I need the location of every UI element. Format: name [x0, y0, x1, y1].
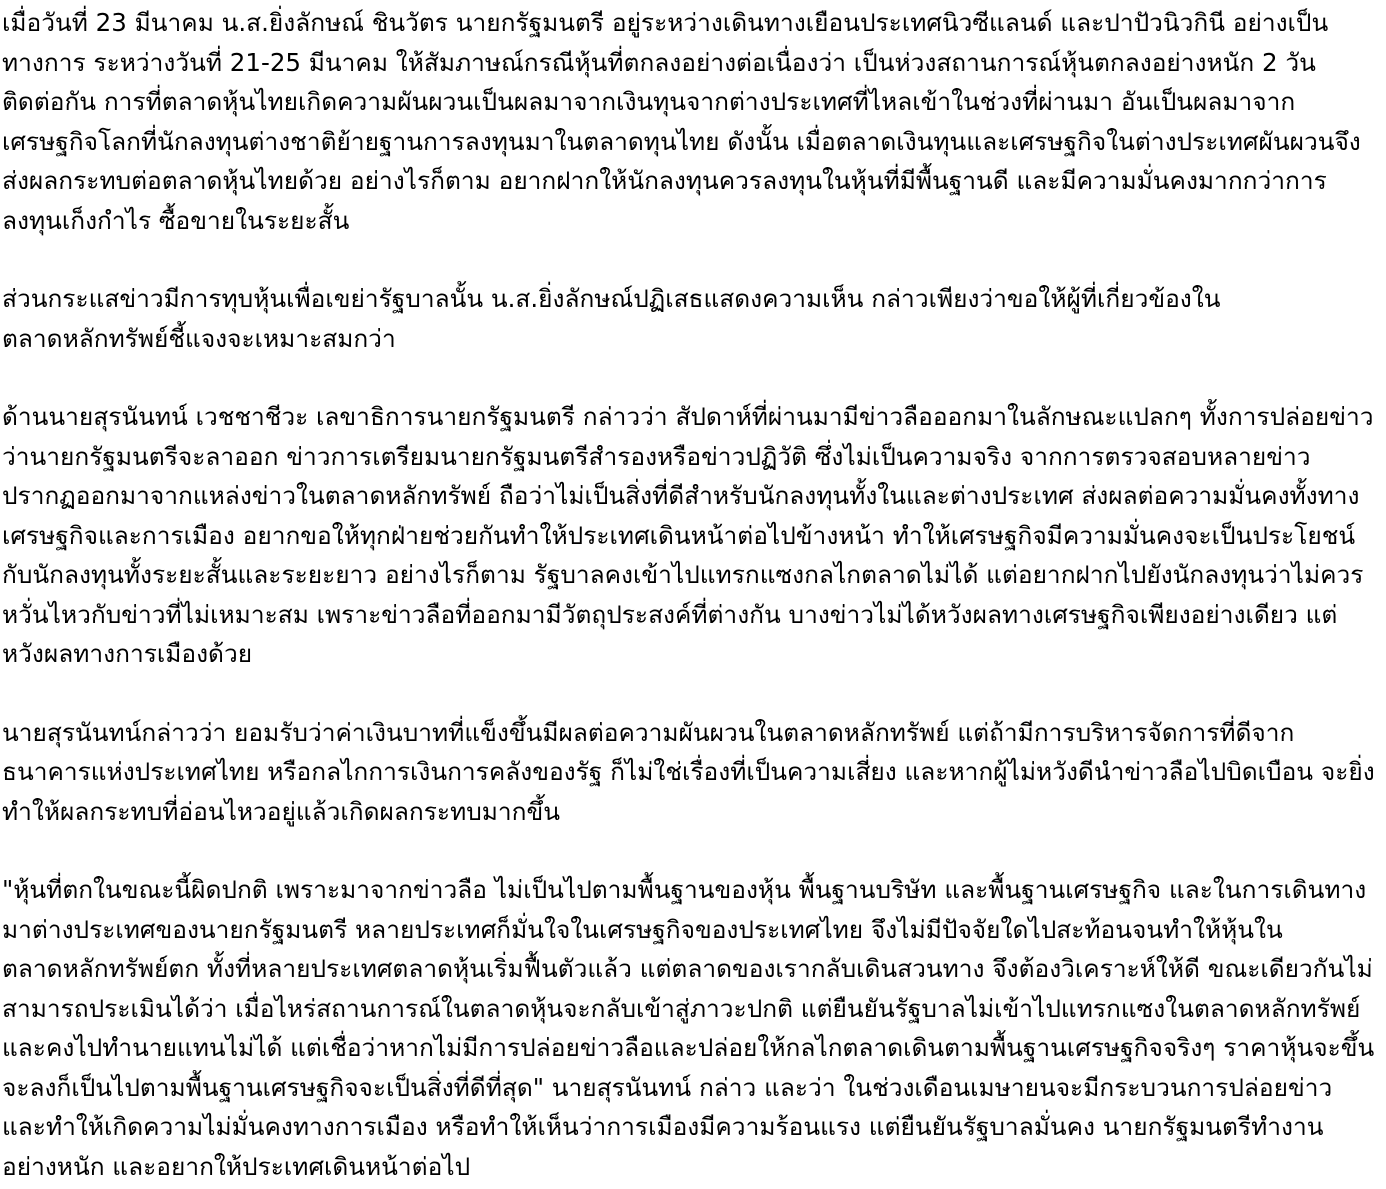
article-paragraph-2: ส่วนกระแสข่าวมีการทุบหุ้นเพื่อเขย่ารัฐบาลนั้น น.ส.ยิ่งลักษณ์ปฏิเสธแสดงความเห็น กล่าวเพียงว่าขอให้ผู้ที่เกี่ยวข้องในตลาดหลักทรัพย์ชี้แจงจะเหมาะสมกว่า	[2, 284, 1221, 353]
article-paragraph-4: นายสุรนันทน์กล่าวว่า ยอมรับว่าค่าเงินบาทที่แข็งขึ้นมีผลต่อความผันผวนในตลาดหลักทรัพย์ แต่ถ้ามีการบริหารจัดการที่ดีจากธนาคารแห่งประเทศไทย หรือกลไกการเงินการคลังของรัฐ ก็ไม่ใช่เรื่องที่เป็นความเสี่ยง และหากผู้ไม่หวังดีนำข่าวลือไปบิดเบือน จะยิ่งทำให้ผลกระทบที่อ่อนไหวอยู่แล้วเกิดผลกระทบมากขึ้น	[2, 717, 1375, 826]
article-paragraph-5: "หุ้นที่ตกในขณะนี้ผิดปกติ เพราะมาจากข่าวลือ ไม่เป็นไปตามพื้นฐานของหุ้น พื้นฐานบริษัท และพื้นฐานเศรษฐกิจ และในการเดินทางมาต่างประเทศของนายกรัฐมนตรี หลายประเทศก็มั่นใจในเศรษฐกิจของประเทศไทย จึงไม่มีปัจจัยใดไปสะท้อนจนทำให้หุ้นในตลาดหลักทรัพย์ตก ทั้งที่หลายประเทศตลาดหุ้นเริ่มฟื้นตัวแล้ว แต่ตลาดของเรากลับเดินสวนทาง จึงต้องวิเคราะห์ให้ดี ขณะเดียวกันไม่สามารถประเมินได้ว่า เมื่อไหร่สถานการณ์ในตลาดหุ้นจะกลับเข้าสู่ภาวะปกติ แต่ยืนยันรัฐบาลไม่เข้าไปแทรกแซงในตลาดหลักทรัพย์ และคงไปทำนายแทนไม่ได้ แต่เชื่อว่าหากไม่มีการปล่อยข่าวลือและปล่อยให้กลไกตลาดเดินตามพื้นฐานเศรษฐกิจจริงๆ ราคาหุ้นจะขึ้นจะลงก็เป็นไปตามพื้นฐานเศรษฐกิจจะเป็นสิ่งที่ดีที่สุด" นายสุรนันทน์ กล่าว และว่า ในช่วงเดือนเมษายนจะมีกระบวนการปล่อยข่าว และทำให้เกิดความไม่มั่นคงทางการเมือง หรือทำให้เห็นว่าการเมืองมีความร้อนแรง แต่ยืนยันรัฐบาลมั่นคง นายกรัฐมนตรีทำงานอย่างหนัก และอยากให้ประเทศเดินหน้าต่อไป	[2, 875, 1375, 1181]
article-paragraph-1: เมื่อวันที่ 23 มีนาคม น.ส.ยิ่งลักษณ์ ชินวัตร นายกรัฐมนตรี อยู่ระหว่างเดินทางเยือนประเทศนิวซีแลนด์ และปาปัวนิวกินี อย่างเป็นทางการ ระหว่างวันที่ 21-25 มีนาคม ให้สัมภาษณ์กรณีหุ้นที่ตกลงอย่างต่อเนื่องว่า เป็นห่วงสถานการณ์หุ้นตกลงอย่างหนัก 2 วันติดต่อกัน การที่ตลาดหุ้นไทยเกิดความผันผวนเป็นผลมาจากเงินทุนจากต่างประเทศที่ไหลเข้าในช่วงที่ผ่านมา อันเป็นผลมาจากเศรษฐกิจโลกที่นักลงทุนต่างชาติย้ายฐานการลงทุนมาในตลาดทุนไทย ดังนั้น เมื่อตลาดเงินทุนและเศรษฐกิจในต่างประเทศผันผวนจึงส่งผลกระทบต่อตลาดหุ้นไทยด้วย อย่างไรก็ตาม อยากฝากให้นักลงทุนควรลงทุนในหุ้นที่มีพื้นฐานดี และมีความมั่นคงมากกว่าการลงทุนเก็งกำไร ซื้อขายในระยะสั้น	[2, 8, 1361, 235]
article-paragraph-3: ด้านนายสุรนันทน์ เวชชาชีวะ เลขาธิการนายกรัฐมนตรี กล่าวว่า สัปดาห์ที่ผ่านมามีข่าวลือออกมาในลักษณะแปลกๆ ทั้งการปล่อยข่าวว่านายกรัฐมนตรีจะลาออก ข่าวการเตรียมนายกรัฐมนตรีสำรองหรือข่าวปฏิวัติ ซึ่งไม่เป็นความจริง จากการตรวจสอบหลายข่าวปรากฏออกมาจากแหล่งข่าวในตลาดหลักทรัพย์ ถือว่าไม่เป็นสิ่งที่ดีสำหรับนักลงทุนทั้งในและต่างประเทศ ส่งผลต่อความมั่นคงทั้งทางเศรษฐกิจและการเมือง อยากขอให้ทุกฝ่ายช่วยกันทำให้ประเทศเดินหน้าต่อไปข้างหน้า ทำให้เศรษฐกิจมีความมั่นคงจะเป็นประโยชน์กับนักลงทุนทั้งระยะสั้นและระยะยาว อย่างไรก็ตาม รัฐบาลคงเข้าไปแทรกแซงกลไกตลาดไม่ได้ แต่อยากฝากไปยังนักลงทุนว่าไม่ควรหวั่นไหวกับข่าวที่ไม่เหมาะสม เพราะข่าวลือที่ออกมามีวัตถุประสงค์ที่ต่างกัน บางข่าวไม่ได้หวังผลทางเศรษฐกิจเพียงอย่างเดียว แต่หวังผลทางการเมืองด้วย	[2, 402, 1374, 668]
